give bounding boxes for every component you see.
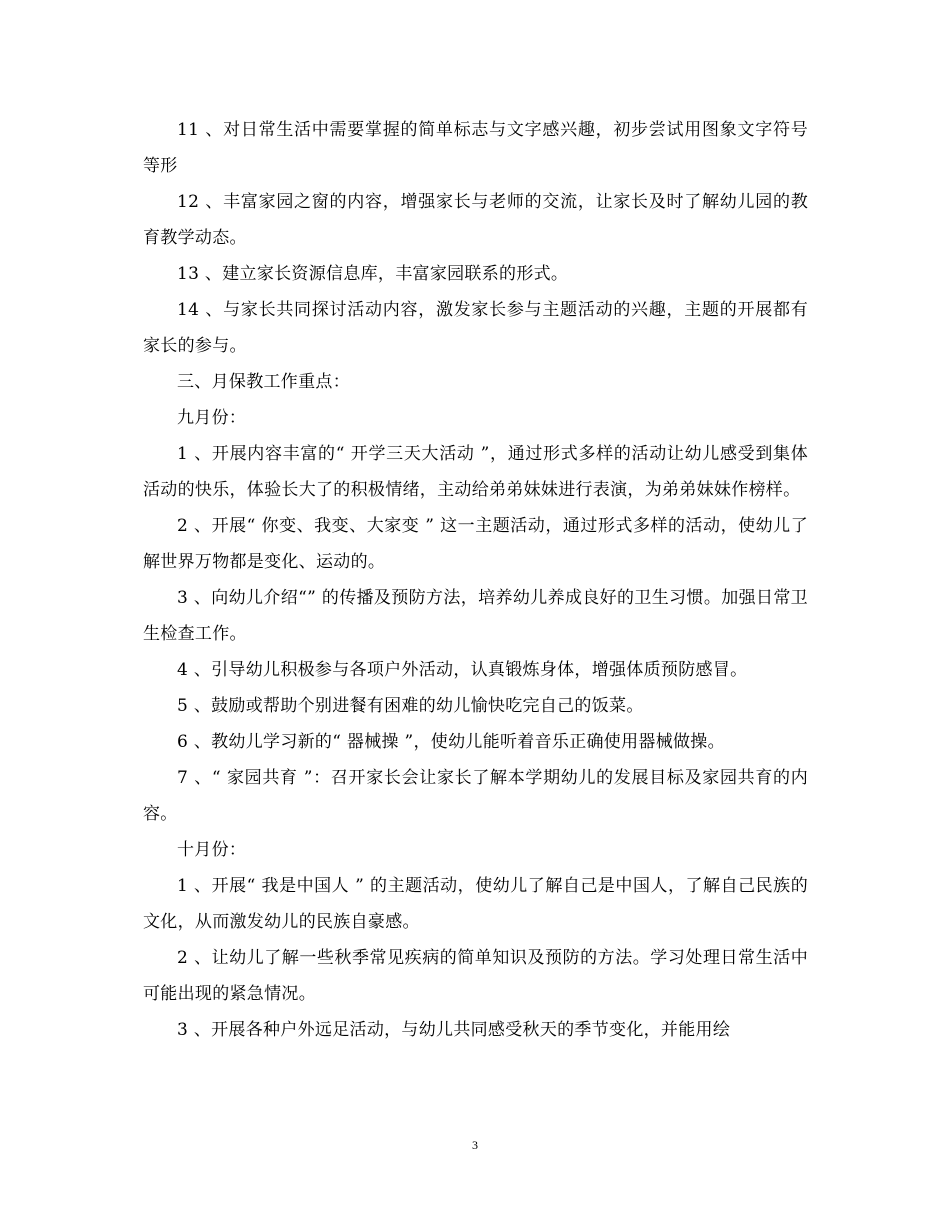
paragraph: 13 、建立家长资源信息库，丰富家园联系的形式。 <box>177 264 569 284</box>
paragraph: 3 、向幼儿介绍“” 的传播及预防方法，培养幼儿养成良好的卫生习惯。加强日常卫生检查工作。 <box>143 588 808 644</box>
body-text <box>143 112 808 1048</box>
paragraph: 4 、引导幼儿积极参与各项户外活动，认真锻炼身体，增强体质预防感冒。 <box>177 660 748 680</box>
paragraph: 1 、开展内容丰富的“ 开学三天大活动 ”，通过形式多样的活动让幼儿感受到集体活动的快乐，体验长大了的积极情绪，主动给弟弟妹妹进行表演，为弟弟妹妹作榜样。 <box>143 444 808 500</box>
month-heading: 十月份： <box>177 840 247 860</box>
paragraph: 1 、开展“ 我是中国人 ” 的主题活动，使幼儿了解自己是中国人，了解自己民族的文化，从而激发幼儿的民族自豪感。 <box>143 876 808 932</box>
paragraph: 2 、开展“ 你变、我变、大家变 ” 这一主题活动，通过形式多样的活动，使幼儿了解世界万物都是变化、运动的。 <box>143 516 808 572</box>
paragraph: 11 、对日常生活中需要掌握的简单标志与文字感兴趣，初步尝试用图象文字符号等形 <box>143 120 808 176</box>
paragraph: 14 、与家长共同探讨活动内容，激发家长参与主题活动的兴趣，主题的开展都有家长的参与。 <box>143 300 808 356</box>
month-heading: 九月份： <box>177 408 247 428</box>
section-heading: 三、月保教工作重点： <box>177 372 350 392</box>
paragraph: 12 、丰富家园之窗的内容，增强家长与老师的交流，让家长及时了解幼儿园的教育教学动态。 <box>143 192 808 248</box>
paragraph: 3 、开展各种户外远足活动，与幼儿共同感受秋天的季节变化，并能用绘 <box>177 1020 731 1040</box>
page-number: 3 <box>472 1138 478 1152</box>
paragraph: 2 、让幼儿了解一些秋季常见疾病的简单知识及预防的方法。学习处理日常生活中可能出现的紧急情况。 <box>143 948 808 1004</box>
paragraph: 6 、教幼儿学习新的“ 器械操 ”，使幼儿能听着音乐正确使用器械做操。 <box>177 732 725 752</box>
paragraph: 5 、鼓励或帮助个别进餐有困难的幼儿愉快吃完自己的饭菜。 <box>177 696 644 716</box>
paragraph: 7 、“ 家园共育 ”：召开家长会让家长了解本学期幼儿的发展目标及家园共育的内容。 <box>143 768 808 824</box>
